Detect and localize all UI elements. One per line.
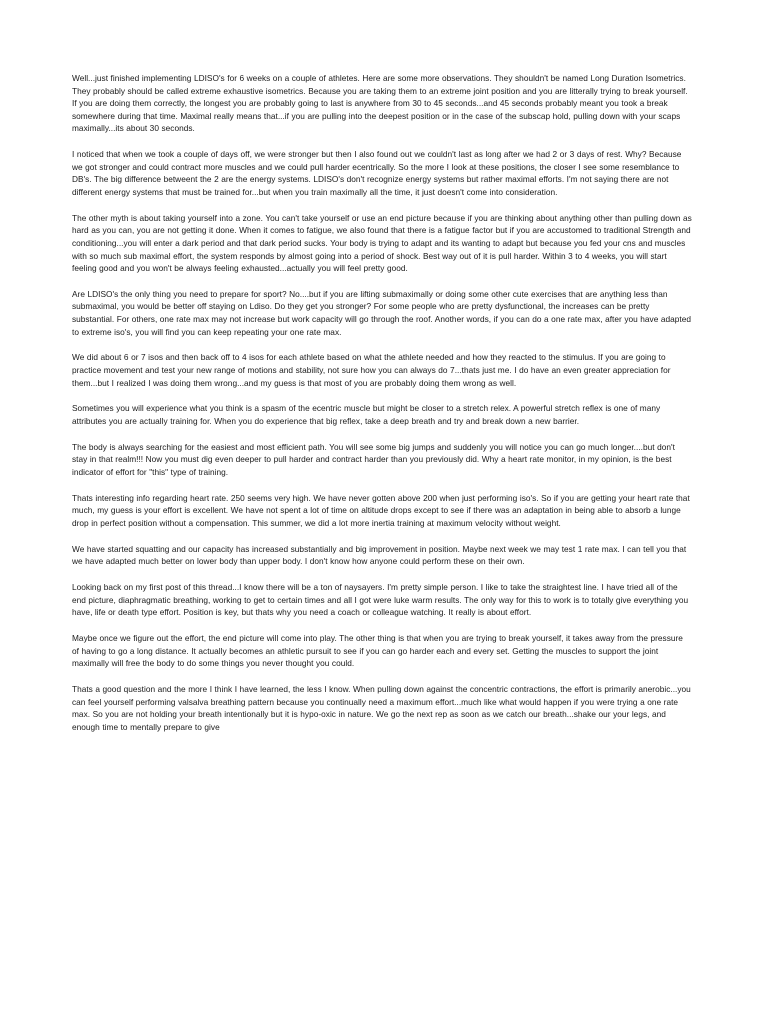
paragraph-11: Maybe once we figure out the effort, the end picture will come into play. The other thing is that when you are trying to break yourself, it takes away from the pressure of having to go a long distance. It actually becomes an athletic pursuit to see if you can go harder each and every set. Getting the muscles to support the joint maximally will free the body to do some things you never thought you could. <box>72 633 683 669</box>
paragraph-9: We have started squatting and our capacity has increased substantially and big improvement in position. Maybe next week we may test 1 rate max. I can tell you that we have adapted much better on lower body than upper body. I don't know how anyone could perform these on their own. <box>72 543 687 567</box>
paragraph-7: The body is always searching for the easiest and most efficient path. You will see some big jumps and suddenly you will notice you can go much longer....but don't stay in that realm!!! Now you must dig even deeper to pull harder and contract harder than you previously did. Why a heart rate monitor, in my opinion, is the best indicator of effort for "this" type of training. <box>72 441 675 477</box>
paragraph-8: Thats interesting info regarding heart rate. 250 seems very high. We have never gotten above 200 when just performing iso's. So if you are getting your heart rate that much, my guess is your effort is excellent. We have not spent a lot of time on altitude drops except to see if there was an adaptation in being able to absorb a lunge drop in perfect position without a compensation. This summer, we did a lot more inertia training at maximum velocity without weight. <box>72 492 690 528</box>
paragraph-2: I noticed that when we took a couple of days off, we were stronger but then I also found out we couldn't last as long after we had 2 or 3 days of rest. Why? Because we got stronger and could contract more muscles and we could pull harder ecentrically. So the more I look at these positions, the closer I see some resemblance to DB's. The big difference betweent the 2 are the energy systems. LDISO's don't recognize energy systems but rather maximal efforts. I'm not saying there are not different energy systems that must be trained for...but when you train maximally all the time, it just doesn't come into consideration. <box>72 149 682 197</box>
paragraph-6: Sometimes you will experience what you think is a spasm of the ecentric muscle but might be closer to a stretch relex. A powerful stretch reflex is one of many attributes you are actually training for. When you do experience that big reflex, take a deep breath and try and break down a new barrier. <box>72 403 661 426</box>
paragraph-1: Well...just finished implementing LDISO's for 6 weeks on a couple of athletes. Here are some more observations. They shouldn't be named Long Duration Isometrics. They probably should be called extreme exhaustive isometrics. Because you are taking them to an extreme joint position and you are litterally trying to break yourself. If you are doing them correctly, the longest you are probably going to last is anywhere from 30 to 45 seconds...and 45 seconds probably meant you took a break somewhere during that time. Maximal really means that...if you are pulling into the deepest position or in the case of the subscap hold, pulling down with your scaps maximally...its about 30 seconds. <box>72 73 688 134</box>
paragraph-12: Thats a good question and the more I think I have learned, the less I know. When pulling down against the concentric contractions, the effort is primarily anerobic...you can feel yourself performing valsalva breathing pattern because you continually need a maximum effort...much like what would happen if you were trying a one rate max. So you are not holding your breath intentionally but it is hypo-oxic in nature. We go the next rep as soon as we catch our breath...shake our your legs, and enough time to mentally prepare to give <box>72 684 691 732</box>
paragraph-10: Looking back on my first post of this thread...I know there will be a ton of naysayers. I'm pretty simple person. I like to take the straightest line. I have tried all of the end picture, diaphragmatic breathing, working to get to certain times and all I got were luke warm results. The only way for this to work is to totally give everything you have, life or death type effort. Position is key, but thats why you need a coach or colleague watching. It really is about effort. <box>72 582 689 618</box>
paragraph-3: The other myth is about taking yourself into a zone. You can't take yourself or use an end picture because if you are thinking about anything other than pulling down as hard as you can, you are not getting it done. When it comes to fatigue, we also found that there is a fatigue factor but if you are accustomed to traditional Strength and conditioning...you will enter a dark period and that dark period sucks. Your body is trying to adapt and its wanting to adapt but because you fed your cns and muscles with so much sub maximal effort, the system responds by almost going into a period of shock. Best way out of it is pull harder. Within 3 to 4 weeks, you will start feeling good and you won't be always feeling exhausted...actually you will feel pretty good. <box>72 212 692 274</box>
paragraph-5: We did about 6 or 7 isos and then back off to 4 isos for each athlete based on what the athlete needed and how they reacted to the stimulus. If you are going to practice movement and test your new range of motions and stability, not sure how you can always do 7...thats just me. I do have an even greater appreciation for them...but I realized I was doing them wrong...and my guess is that most of you are probably doing them wrong as well. <box>72 352 671 388</box>
document-body <box>72 72 692 747</box>
paragraph-4: Are LDISO's the only thing you need to prepare for sport? No....but if you are lifting submaximally or doing some other cute exercises that are anything less than submaximal, you would be better off staying on Ldiso. Do they get you stronger? For some people who are pretty dysfunctional, the increases can be pretty substantial. For others, one rate max may not increase but work capacity will go through the roof. Another words, if you can do a one rate max, after you have adapted to extreme iso's, you will find you can keep repeating your one rate max. <box>72 288 692 337</box>
